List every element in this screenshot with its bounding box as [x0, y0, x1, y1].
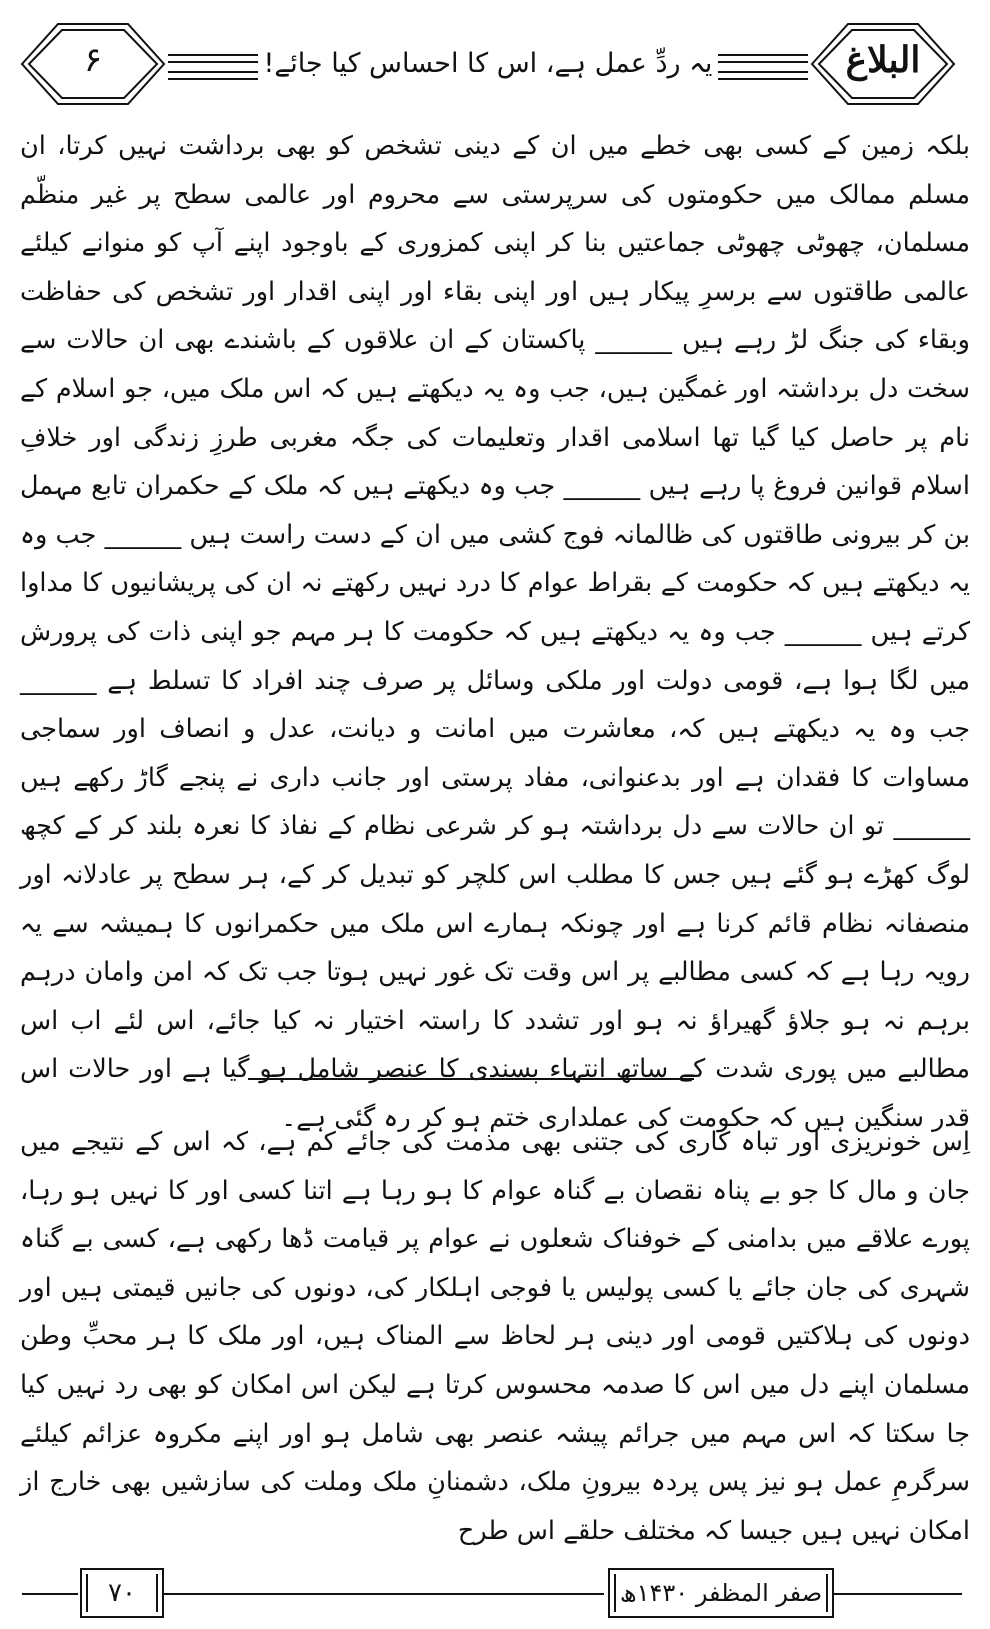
page-footer [22, 1568, 962, 1618]
page-header [18, 20, 958, 108]
section-divider [248, 1078, 694, 1080]
article-paragraph-2 [20, 1118, 970, 1555]
magazine-logo: البلاغ [845, 39, 921, 81]
footer-rule [164, 1593, 604, 1595]
paragraph-text: اِس خونریزی اور تباہ کاری کی جتنی بھی مذمت کی جائے کم ہے، کہ اس کے نتیجے میں جان و مال کا جو بے پناہ نقصان بے گناہ عوام کا ہو رہا ہے اتنا کسی اور کا نہیں ہو رہا، پورے علاقے میں بدامنی کے خوفناک شعلوں نے عوام پر قیامت ڈھا رکھی ہے، کسی بے گناہ شہری کی جان جائے یا کسی پولیس یا فوجی اہلکار کی، دونوں کی جانیں قیمتی ہیں اور دونوں کی ہلاکتیں قومی اور دینی ہر لحاظ سے المناک ہیں، اور ملک کا ہر محبِّ وطن مسلمان اپنے دل میں اس کا صدمہ محسوس کرتا ہے لیکن اس امکان کو بھی رد نہیں کیا جا سکتا کہ اس مہم میں جرائم پیشہ عنصر بھی شامل ہو اور اپنے مکروہ عزائم کیلئے سرگرمِ عمل ہو نیز پس پردہ بیرونِ ملک، دشمنانِ ملک وملت کی سازشیں بھی خارج از امکان نہیں ہیں جیسا کہ مختلف حلقے اس طرح [20, 1127, 970, 1546]
page-number-diamond [18, 20, 168, 108]
header-page-number: ۶ [83, 40, 103, 80]
footer-page-number: ۷۰ [80, 1568, 164, 1618]
running-title: یہ ردِّ عمل ہے، اس کا احساس کیا جائے! [258, 42, 718, 86]
logo-diamond [808, 20, 958, 108]
footer-rule [834, 1593, 962, 1595]
article-paragraph-1 [20, 122, 970, 1142]
paragraph-text: بلکہ زمین کے کسی بھی خطے میں ان کے دینی تشخص کو بھی برداشت نہیں کرتا، ان مسلم ممالک میں حکومتوں کی سرپرستی سے محروم اور عالمی سطح پر غیر منظّم مسلمان، چھوٹی چھوٹی جماعتیں بنا کر اپنی کمزوری کے باوجود اپنے آپ کو منوانے کیلئے عالمی طاقتوں سے برسرِ پیکار ہیں اور اپنی بقاء اور اپنی اقدار اور تشخص کی حفاظت وبقاء کی جنگ لڑ رہے ہیں ______ پاکستان کے ان علاقوں کے باشندے بھی ان حالات سے سخت دل برداشتہ اور غمگین ہیں، جب وہ یہ دیکھتے ہیں کہ اس ملک میں، جو اسلام کے نام پر حاصل کیا گیا تھا اسلامی اقدار وتعلیمات کی جگہ مغربی طرزِ زندگی اور خلافِ اسلام قوانین فروغ پا رہے ہیں ______ جب وہ دیکھتے ہیں کہ ملک کے حکمران تابع مہمل بن کر بیرونی طاقتوں کی ظالمانہ فوج کشی میں ان کے دست راست ہیں ______ جب وہ یہ دیکھتے ہیں کہ حکومت کے بقراط عوام کا درد نہیں رکھتے نہ ان کی پریشانیوں کا مداوا کرتے ہیں ______ جب وہ یہ دیکھتے ہیں کہ حکومت کا ہر مہم جو اپنی ذات کی پرورش میں لگا ہوا ہے، قومی دولت اور ملکی وسائل پر صرف چند افراد کا تسلط ہے ______ جب وہ یہ دیکھتے ہیں کہ، معاشرت میں امانت و دیانت، عدل و انصاف اور سماجی مساوات کا فقدان ہے اور بدعنوانی، مفاد پرستی اور جانب داری نے پنجے گاڑ رکھے ہیں ______ تو ان حالات سے دل برداشتہ ہو کر شرعی نظام کے نفاذ کا نعرہ بلند کر کے کچھ لوگ کھڑے ہو گئے ہیں جس کا مطلب اس کلچر کو تبدیل کر کے، ہر سطح پر عادلانہ اور منصفانہ نظام قائم کرنا ہے اور چونکہ ہمارے اس ملک میں حکمرانوں کا ہمیشہ سے یہ رویہ رہا ہے کہ کسی مطالبے پر اس وقت تک غور نہیں ہوتا جب تک کہ امن وامان درہم برہم نہ ہو جلاؤ گھیراؤ نہ ہو اور تشدد کا راستہ اختیار نہ کیا جائے، اس لئے اب اس مطالبے میں پوری شدت کے ساتھ انتہاء پسندی کا عنصر شامل ہو گیا ہے اور حالات اس قدر سنگین ہیں کہ حکومت کی عملداری ختم ہو کر رہ گئی ہے۔ [20, 131, 970, 1133]
footer-rule [22, 1593, 78, 1595]
footer-issue-date: صفر المظفر ۱۴۳۰ھ [608, 1568, 834, 1618]
